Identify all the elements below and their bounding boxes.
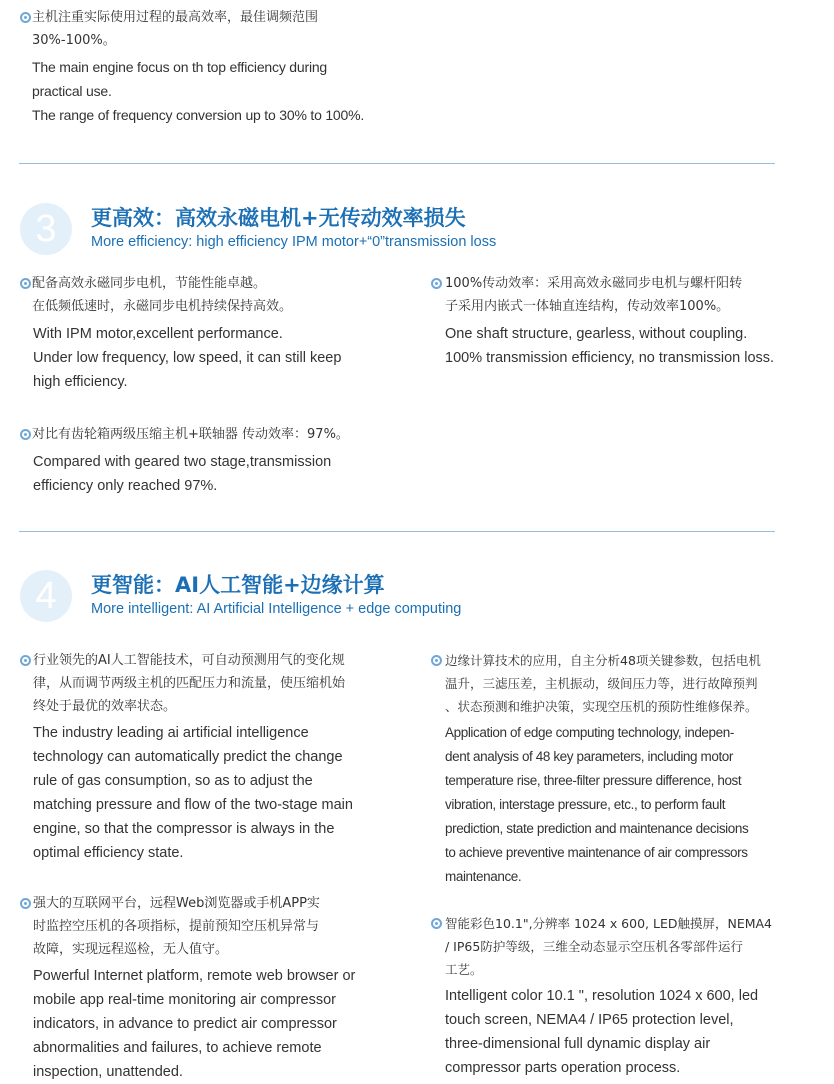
- bullet-icon: [431, 278, 442, 289]
- section-subtitle: More intelligent: AI Artificial Intelligence + edge computing: [91, 601, 462, 617]
- feature-text-zh: 边缘计算技术的应用，自主分析48项关键参数，包括电机 温升，三滤压差，主机振动，级间压力等，进行故障预判 、状态预测和维护决策，实现空压机的预防性维修保养。: [445, 653, 761, 714]
- section-divider: [19, 163, 775, 164]
- bullet-icon: [20, 12, 31, 23]
- feature-text-zh: 对比有齿轮箱两级压缩主机+联轴器 传动效率：97%。: [32, 427, 349, 442]
- feature-text-en: Application of edge computing technology, indepen- dent analysis of 48 key parameters, including motor temperature rise, three-filter pressure difference, host vibration, interstage pressure, etc., to perform fault prediction, state prediction and maintenance decisions to achieve preventive maintenance of air compressors maintenance.: [445, 725, 749, 884]
- feature-text-en: One shaft structure, gearless, without coupling. 100% transmission efficiency, no transmission loss.: [445, 326, 775, 366]
- bullet-icon: [431, 918, 442, 929]
- feature-text-zh: 智能彩色10.1",分辨率 1024 x 600, LED触摸屏，NEMA4 / IP65防护等级，三维全动态显示空压机各零部件运行 工艺。: [445, 916, 773, 977]
- feature-text-zh: 配备高效永磁同步电机，节能性能卓越。 在低频低速时，永磁同步电机持续保持高效。: [32, 276, 293, 314]
- bullet-icon: [431, 655, 442, 666]
- feature-text-en: Powerful Internet platform, remote web browser or mobile app real-time monitoring air compressor indicators, in advance to predict air compressor abnormalities and failures, to achieve remote inspection, unattended.: [33, 968, 356, 1080]
- section-number-badge: 4: [20, 570, 72, 622]
- feature-text-zh: 强大的互联网平台，远程Web浏览器或手机APP实 时监控空压机的各项指标，提前预知空压机异常与 故障，实现远程巡检，无人值守。: [33, 896, 320, 957]
- bullet-icon: [20, 898, 31, 909]
- section-title: 更智能：AI人工智能+边缘计算: [91, 573, 385, 597]
- section-subtitle: More efficiency: high efficiency IPM motor+“0”transmission loss: [91, 234, 497, 250]
- feature-text-en: The main engine focus on th top efficiency during practical use. The range of frequency conversion up to 30% to 100%.: [32, 59, 365, 123]
- feature-text-en: With IPM motor,excellent performance. Under low frequency, low speed, it can still keep high efficiency.: [33, 326, 342, 390]
- section-title: 更高效：高效永磁电机+无传动效率损失: [91, 206, 466, 230]
- feature-text-zh: 行业领先的AI人工智能技术，可自动预测用气的变化规 律，从而调节两级主机的匹配压力和流量，使压缩机始 终处于最优的效率状态。: [33, 653, 346, 714]
- feature-text-en: Intelligent color 10.1 ", resolution 1024 x 600, led touch screen, NEMA4 / IP65 protection level, three-dimensional full dynamic display air compressor parts operation process.: [445, 988, 759, 1076]
- section-divider: [19, 531, 775, 532]
- feature-text-en: Compared with geared two stage,transmission efficiency only reached 97%.: [33, 454, 332, 494]
- section-number-badge: 3: [20, 203, 72, 255]
- bullet-icon: [20, 429, 31, 440]
- bullet-icon: [20, 655, 31, 666]
- feature-text-en: The industry leading ai artificial intelligence technology can automatically predict the change rule of gas consumption, so as to adjust the matching pressure and flow of the two-stage main engine, so that the compressor is always in the optimal efficiency state.: [33, 725, 353, 861]
- feature-text-zh: 主机注重实际使用过程的最高效率，最佳调频范围 30%-100%。: [32, 10, 319, 48]
- feature-text-zh: 100%传动效率：采用高效永磁同步电机与螺杆阳转 子采用内嵌式一体轴直连结构，传动效率100%。: [445, 276, 743, 314]
- bullet-icon: [20, 278, 31, 289]
